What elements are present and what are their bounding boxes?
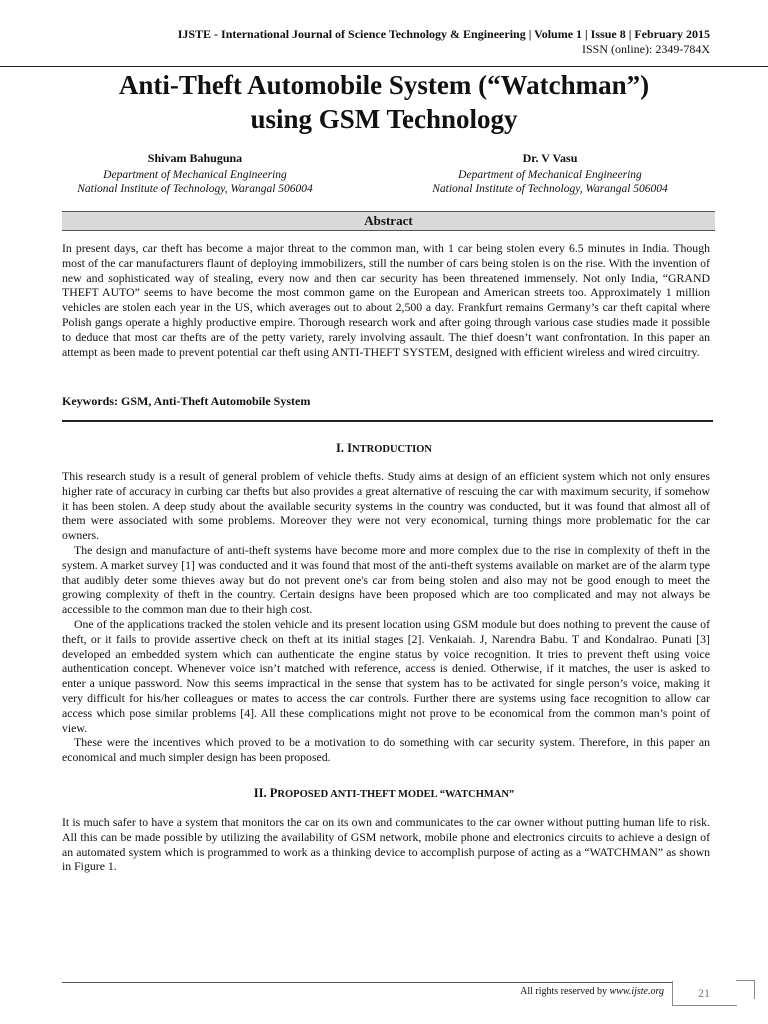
keywords-line: Keywords: GSM, Anti-Theft Automobile System [62, 394, 311, 408]
section-number: I. [336, 441, 345, 455]
body-paragraph: These were the incentives which proved to be a motivation to do something with car security system. Therefore, in this paper an economical and much simpler design has been proposed. [62, 735, 710, 765]
author-name: Shivam Bahuguna [147, 151, 243, 165]
footer-rights [520, 986, 664, 997]
section-heading-introduction [0, 441, 768, 456]
section-title-rest: ROPOSED ANTI-THEFT MODEL “WATCHMAN” [277, 789, 515, 800]
introduction-body [62, 469, 710, 765]
body-paragraph: One of the applications tracked the stolen vehicle and its present location using GSM module but does nothing to prevent the cause of theft, or it fails to provide assertive check on theft at its initial stages [2]. Venkaiah. J, Narendra Babu. T and Kondalrao. Punati [3] developed an embedded system which can authenticate the engine status by voice recognition. It tries to prevent theft using voice authentication concept. Whenever voice isn’t matched with reference, access is denied. Otherwise, if it matches, the user is asked to enter a unique password. Now this seems impractical in the sense that system has to be activated for single person’s voice, making it very difficult for his/her colleagues or mates to access the car controls. Further there are systems using face recognition to allow car access which pose similar problems [4]. All these complications might not prove to be economical from the common man’s point of view. [62, 616, 710, 735]
section-number: II. [253, 786, 267, 800]
author-department: Department of Mechanical Engineering [103, 168, 287, 181]
author-department: Department of Mechanical Engineering [458, 168, 642, 181]
rights-label: All rights reserved by [520, 986, 610, 997]
section-title-initial: P [269, 786, 278, 800]
abstract-paragraph: In present days, car theft has become a major threat to the common man, with 1 car being stolen every 6.5 minutes in India. Though most of the car manufacturers flaunt of deploying immobilizers, still the number of cars being stolen is on the rise. With the invention of new and sophisticated way of stealing, every now and then car security has been threatened immensely. Not only India, “GRAND THEFT AUTO” seems to have become the most common game on the European and American streets too. Approximately 1 million vehicles are stolen each year in the US, which averages out to about 2,500 a day. Frankfurt remains Germany’s car theft capital where Polish gangs operate a highly productive empire. Thorough research work and after going through various case studies made it possible to deduce that most car thefts are of the petty variety, rarely involving assault. The thief doesn’t want confrontation. In this paper an attempt as been made to prevent potential car theft using ANTI-THEFT SYSTEM, designed with efficient wireless and wired circuitry. [62, 241, 710, 359]
section-title-initial: I [347, 441, 353, 455]
abstract-body [62, 241, 710, 359]
author-name: Dr. V Vasu [522, 151, 578, 165]
paper-title [0, 68, 768, 136]
section-heading-proposed-model [0, 786, 768, 801]
body-paragraph: It is much safer to have a system that monitors the car on its own and communicates to the car owner without putting human life to risk. All this can be made possible by utilizing the availability of GSM network, mobile phone and electronics circuits to achieve a design of an automated system which is programmed to work as a thinking device to accomplish purpose of acting as a “WATCHMAN” as shown in Figure 1. [62, 815, 710, 874]
body-paragraph: The design and manufacture of anti-theft systems have become more and more complex due to the rise in complexity of theft in the system. A market survey [1] was conducted and it was found that most of the anti-theft systems available on market are of the alarm type that audibly deter some thieves away but do not prevent one's car from being stolen and also may not be good enough to meet the growing complexity of theft in the country. Certain designs have been proposed which are too complicated and may not always be accessible to the common man due to their high cost. [62, 542, 710, 617]
section-title-rest: NTRODUCTION [352, 444, 432, 455]
header-divider [0, 66, 768, 67]
paper-title-line-1: Anti-Theft Automobile System (“Watchman”) [118, 70, 650, 100]
proposed-model-body [62, 815, 710, 874]
page-number: 21 [698, 986, 710, 1000]
author-block-2 [385, 151, 715, 197]
author-institution: National Institute of Technology, Warangal 506004 [77, 183, 313, 195]
author-block-1 [30, 151, 360, 197]
journal-website-link[interactable]: www.ijste.org [609, 986, 664, 997]
issn-label: ISSN (online): 2349-784X [582, 42, 710, 56]
keywords-divider [62, 420, 713, 422]
abstract-heading: Abstract [62, 211, 715, 231]
author-institution: National Institute of Technology, Warangal 506004 [432, 183, 668, 195]
body-paragraph: This research study is a result of general problem of vehicle thefts. Study aims at design of an efficient system which not only ensures higher rate of accuracy in curbing car thefts but also provides a great alternative of rescuing the car with maximum security, if somehow it has been stolen. A deep study about the available security systems in the country was conducted, but it was found that almost all of them were associated with some problems. Moreover they were not very economical, turning things more problematic for the car owners. [62, 469, 710, 543]
footer-divider [62, 982, 672, 983]
paper-title-line-2: using GSM Technology [250, 104, 518, 134]
page-corner-mark [736, 980, 755, 999]
journal-citation: IJSTE - International Journal of Science Technology & Engineering | Volume 1 | Issue 8 | February 2015 [177, 27, 710, 41]
